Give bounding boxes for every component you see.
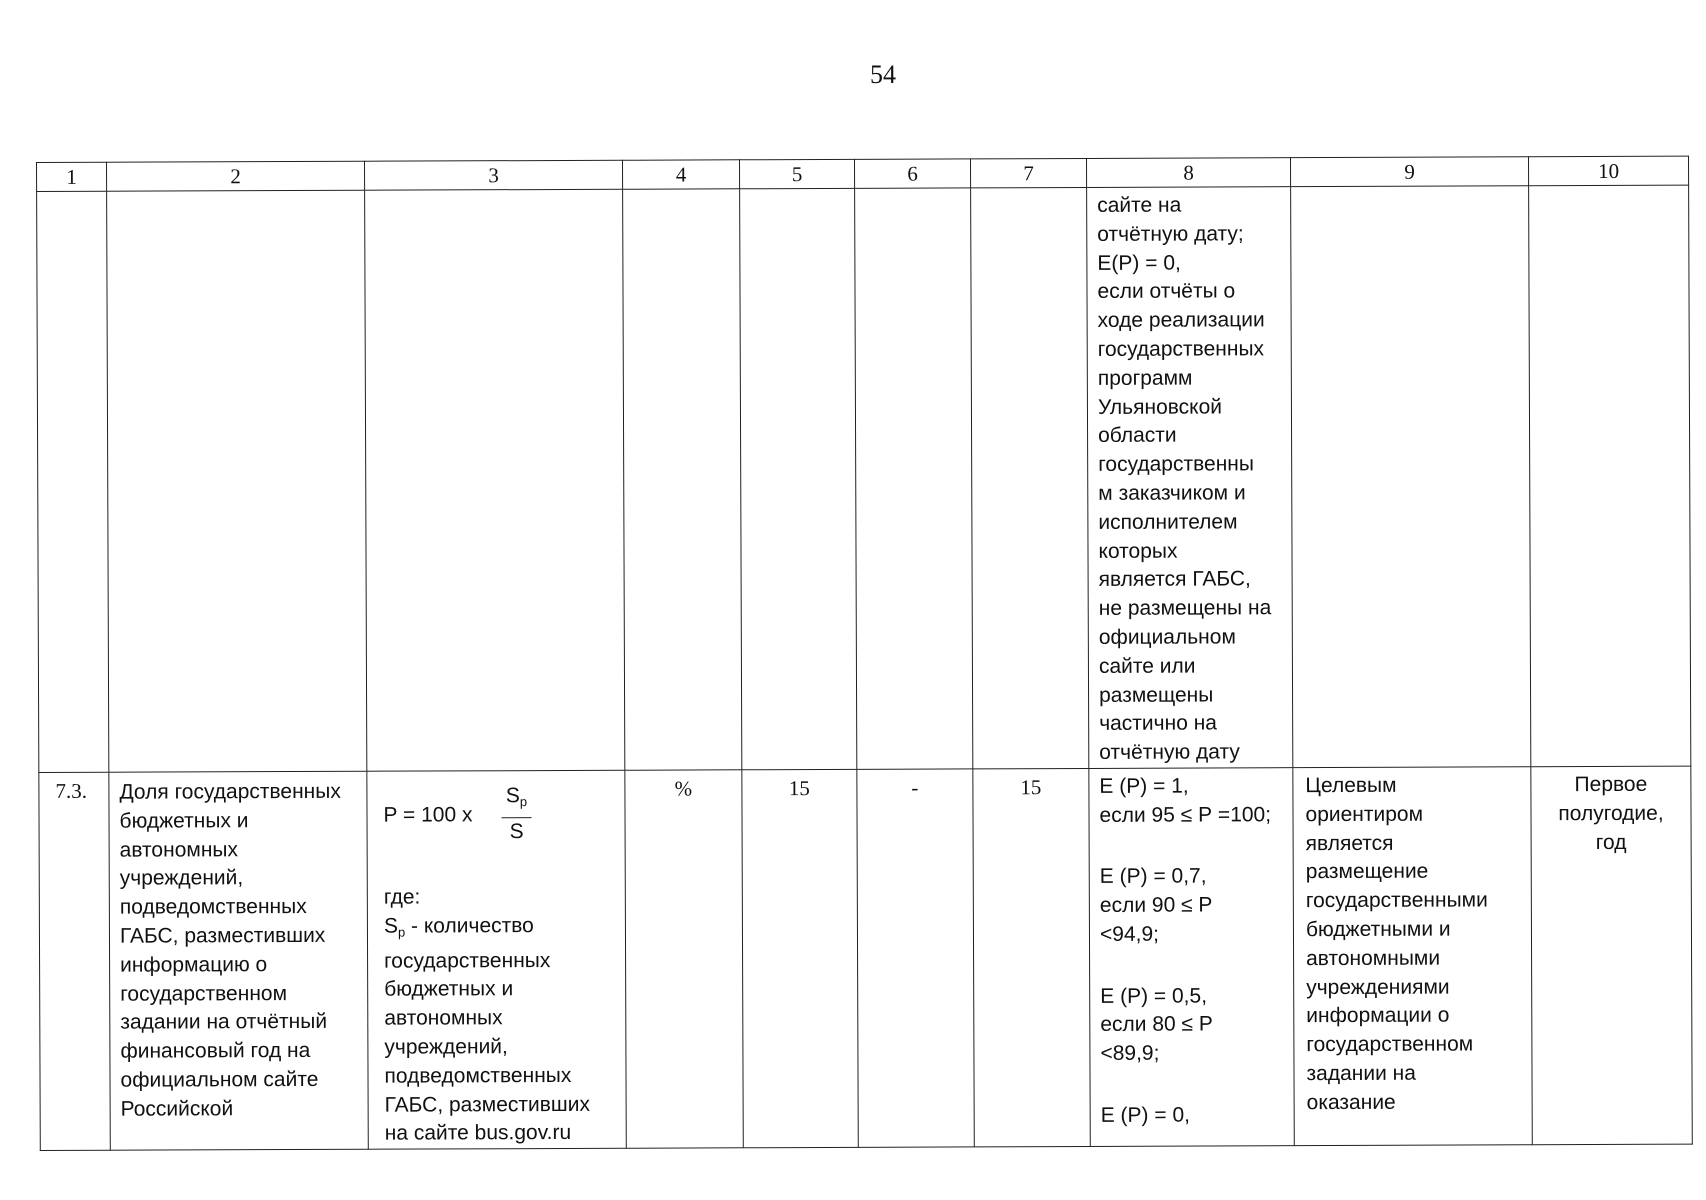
continued-line: государственных bbox=[1097, 337, 1265, 361]
header-col-2: 2 bbox=[107, 161, 365, 191]
numerator-symbol: S bbox=[505, 784, 520, 808]
page-number: 54 bbox=[870, 60, 896, 89]
continued-evaluation-cell bbox=[1087, 187, 1293, 769]
cell-empty bbox=[107, 190, 367, 772]
continued-line: не размещены на bbox=[1098, 596, 1272, 621]
spacer bbox=[1090, 949, 1293, 979]
target-cell bbox=[1293, 767, 1532, 1146]
evaluation-cell bbox=[1089, 768, 1294, 1147]
header-col-3: 3 bbox=[364, 160, 622, 190]
formula bbox=[367, 771, 624, 884]
header-col-4: 4 bbox=[622, 160, 739, 189]
continued-line: сайте или bbox=[1098, 654, 1196, 678]
header-col-6: 6 bbox=[854, 159, 970, 188]
period-text: Первое полугодие, год bbox=[1558, 772, 1664, 854]
header-col-10: 10 bbox=[1528, 156, 1688, 186]
continued-line: частично на bbox=[1099, 711, 1218, 736]
spacer bbox=[1090, 830, 1293, 860]
continued-line: является ГАБС, bbox=[1098, 567, 1251, 592]
cell-empty bbox=[855, 188, 973, 769]
criteria-table bbox=[36, 156, 1693, 1151]
cell-empty bbox=[740, 188, 857, 769]
unit-cell: % bbox=[625, 770, 743, 1149]
cell-empty bbox=[1529, 185, 1691, 767]
sp-definition-line bbox=[368, 911, 625, 947]
continued-line: ходе реализации bbox=[1097, 308, 1265, 333]
numerator-subscript: p bbox=[519, 794, 528, 810]
continued-line: размещены bbox=[1099, 683, 1214, 707]
spacer bbox=[1090, 1068, 1293, 1098]
sp-text: - количество bbox=[405, 913, 534, 938]
sp-symbol: S bbox=[383, 914, 398, 938]
continued-line: которых bbox=[1098, 539, 1178, 563]
evaluation-block-3: Е (Р) = 0,5, если 80 ≤ Р <89,9; bbox=[1100, 984, 1213, 1066]
col5-value: 15 bbox=[742, 769, 858, 1148]
period-cell bbox=[1531, 766, 1692, 1145]
cell-empty bbox=[1291, 186, 1531, 768]
cell-empty bbox=[37, 191, 109, 772]
cell-empty bbox=[971, 187, 1089, 768]
header-col-1: 1 bbox=[37, 162, 107, 191]
header-col-8: 8 bbox=[1086, 158, 1290, 188]
continued-line: Ульяновской bbox=[1097, 395, 1223, 419]
continued-evaluation-text bbox=[1087, 187, 1292, 768]
evaluation-block-2: Е (Р) = 0,7, если 90 ≤ Р <94,9; bbox=[1099, 864, 1213, 946]
col6-value: - bbox=[857, 769, 974, 1148]
evaluation-block-4: Е (Р) = 0, bbox=[1100, 1103, 1190, 1127]
header-col-5: 5 bbox=[739, 159, 854, 188]
col7-value: 15 bbox=[973, 768, 1090, 1147]
header-col-9: 9 bbox=[1290, 157, 1528, 187]
cell-empty bbox=[623, 189, 742, 770]
formula-fraction bbox=[501, 783, 531, 846]
continued-line: государственны bbox=[1098, 452, 1255, 477]
sp-subscript: p bbox=[397, 924, 406, 940]
continued-line: отчётную дату; bbox=[1097, 222, 1244, 246]
evaluation-block-1: Е (Р) = 1, если 95 ≤ Р =100; bbox=[1099, 774, 1272, 827]
continued-line: Е(Р) = 0, bbox=[1097, 251, 1181, 275]
continued-line: программ bbox=[1097, 366, 1193, 390]
formula-cell bbox=[367, 770, 626, 1149]
fraction-denominator: S bbox=[509, 820, 524, 844]
formula-where: где: bbox=[383, 885, 421, 909]
continued-line: исполнителем bbox=[1098, 510, 1238, 534]
formula-lhs: P = 100 x bbox=[383, 803, 473, 827]
indicator-name-cell bbox=[109, 771, 368, 1150]
indicator-name: Доля государственных бюджетных и автономных учреждений, подведомственных ГАБС, разместивших информацию о государственном задании на отчётный финансовый год на официальном сайте Российской bbox=[119, 779, 341, 1121]
fraction-numerator bbox=[501, 783, 531, 818]
row-number: 7.3. bbox=[39, 772, 110, 1150]
continued-line: официальном bbox=[1098, 625, 1236, 649]
target-text: Целевым ориентиром является размещение государственными бюджетными и автономными учреждениями информации о государственном задании на оказание bbox=[1305, 773, 1488, 1114]
sp-definition-rest: государственных бюджетных и автономных учреждений, подведомственных ГАБС, разместивших на сайте bus.gov.ru bbox=[384, 948, 590, 1145]
continued-line: области bbox=[1098, 423, 1177, 448]
continued-line: сайте на bbox=[1097, 193, 1182, 217]
header-col-7: 7 bbox=[970, 158, 1086, 187]
continued-line: если отчёты о bbox=[1097, 279, 1236, 304]
cell-empty bbox=[365, 189, 625, 771]
continued-line: отчётную дату bbox=[1099, 740, 1240, 765]
continued-row bbox=[37, 185, 1691, 772]
row-7-3 bbox=[39, 766, 1692, 1151]
continued-line: м заказчиком и bbox=[1098, 481, 1246, 505]
